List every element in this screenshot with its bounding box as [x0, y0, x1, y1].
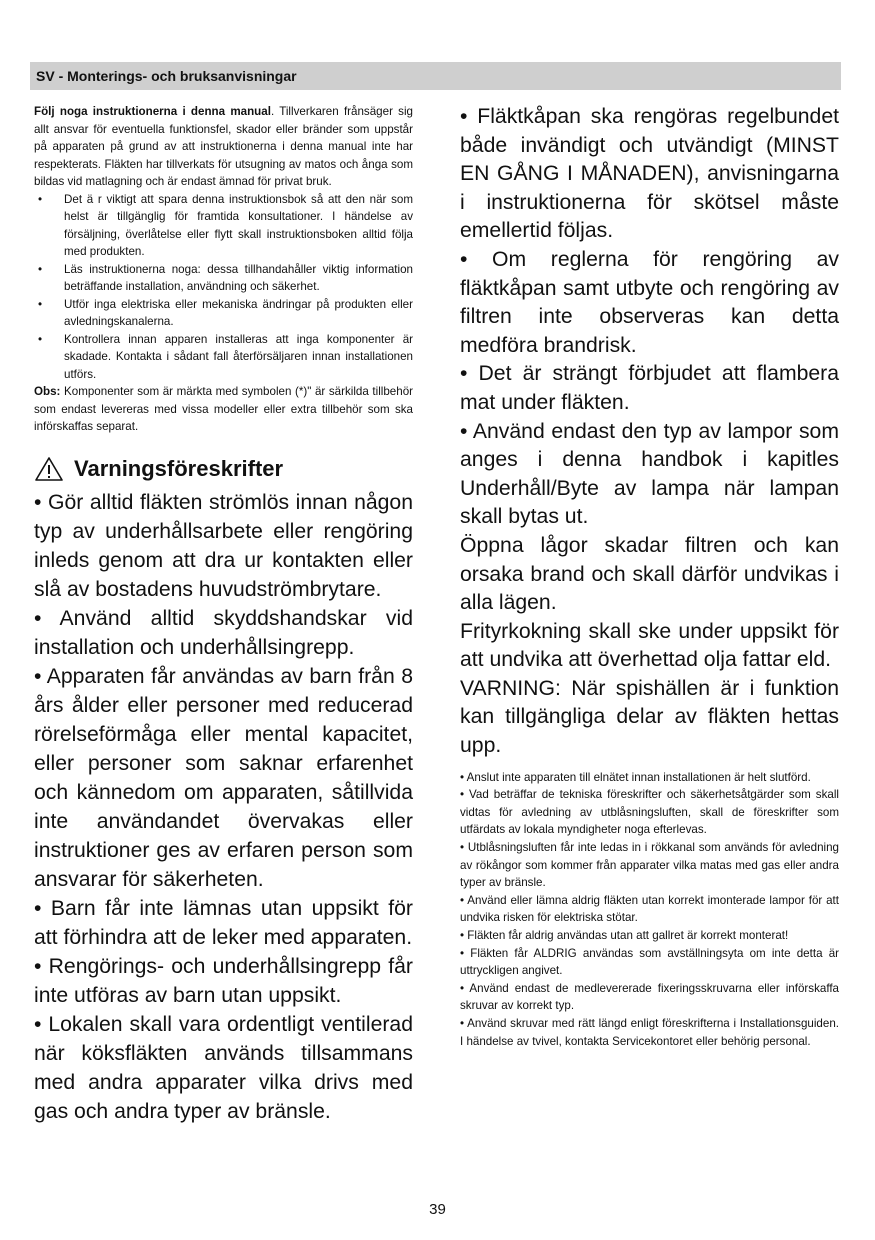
warnings-heading [34, 454, 413, 484]
safety-note: • Utblåsningsluften får inte ledas in i rökkanal som används för avledning av rökångor som kommer från apparater vilka matas med gas eller andra typer av bränsle. [460, 841, 839, 890]
intro-bold-lead: Följ noga instruktionerna i denna manual [34, 105, 271, 118]
obs-label: Obs: [34, 385, 61, 398]
intro-bullet: • Det ä r viktigt att spara denna instruktionsbok så att den när som helst är tillgänglig för framtida konsultationer. I händelse av försäljning, överlåtelse eller flytt skall instruktionsboken alltid följa med produkten. [34, 191, 413, 261]
intro-bullet: • Kontrollera innan apparen installeras att inga komponenter är skadade. Kontakta i sådant fall återförsäljaren innan installationen utförs. [34, 331, 413, 384]
warning-paragraph: • Fläktkåpan ska rengöras regelbundet både invändigt och utvändigt (MINST EN GÅNG I MÅNADEN), anvisningarna i instruktionerna för skötsel måste emellertid följas. [460, 105, 839, 243]
intro-bullet: • Läs instruktionerna noga: dessa tillhandahåller viktig information beträffande installation, användning och säkerhet. [34, 261, 413, 296]
warning-paragraph: • Använd endast den typ av lampor som anges i denna handbok i kapitles Underhåll/Byte av lampa när lampan skall bytas ut. [460, 419, 839, 529]
intro-paragraph [34, 103, 413, 191]
warning-paragraph: • Rengörings- och underhållsingrepp får inte utföras av barn utan uppsikt. [34, 954, 413, 1007]
safety-note: • Använd eller lämna aldrig fläkten utan korrekt imonterade lampor för att undvika risken för elektriska stötar. [460, 893, 839, 925]
intro-text: . Tillverkaren frånsäger sig allt ansvar för eventuella funktionsfel, skador eller bränder som uppstår på apparaten på grund av att instruktionerna i denna manual inte har respekterats. Fläkten har tillverkats för utsugning av matos och ånga som bildas vid matlagning och är endast ämnad för privat bruk. [34, 105, 414, 188]
safety-note: • Använd endast de medlevererade fixeringsskruvarna eller införskaffa skruvar av korrekt typ. [460, 981, 839, 1013]
warning-triangle-icon [34, 456, 64, 482]
intro-bullet-list [34, 191, 413, 384]
warnings-title: Varningsföreskrifter [74, 455, 284, 481]
obs-note [34, 383, 413, 436]
safety-note: • Använd skruvar med rätt längd enligt föreskrifterna i Installationsguiden. I händelse av tvivel, kontakta Servicekontoret eller behörig personal. [460, 1016, 839, 1048]
warning-paragraph: • Apparaten får användas av barn från 8 års ålder eller personer med reducerad rörelseförmåga eller mental kapacitet, eller personer som saknar erfarenhet och kännedom om apparaten, såtillvida inte användandet övervakas eller instruktioner ges av erfaren person som ansvarar för säkerheten. [34, 664, 413, 891]
section-header-title: SV - Monterings- och bruksanvisningar [36, 68, 297, 84]
warning-paragraph: • Det är strängt förbjudet att flambera mat under fläkten. [460, 362, 839, 414]
warning-paragraph: • Använd alltid skyddshandskar vid installation och underhållsingrepp. [34, 606, 413, 659]
warning-paragraph: • Lokalen skall vara ordentligt ventilerad när köksfläkten används tillsammans med andra apparater vilka drivs med gas och andra typer av bränsle. [34, 1012, 413, 1123]
right-column [460, 103, 839, 1050]
warning-paragraph: • Gör alltid fläkten strömlös innan någon typ av underhållsarbete eller rengöring inleds genom att dra ur kontakten eller slå av bostadens huvudströmbrytare. [34, 490, 413, 601]
safety-notes [460, 769, 839, 1051]
warning-paragraph: • Barn får inte lämnas utan uppsikt för att förhindra att de leker med apparaten. [34, 896, 413, 949]
intro-bullet: • Utför inga elektriska eller mekaniska ändringar på produkten eller avledningskanalerna. [34, 296, 413, 331]
warning-paragraph: VARNING: När spishällen är i funktion kan tillgängliga delar av fläkten hettas upp. [460, 676, 839, 758]
safety-note: • Vad beträffar de tekniska föreskrifter och säkerhetsåtgärder som skall vidtas för avledning av utblåsningsluften, skall de föreskrifter som utfärdats av lokala myndigheter noga efterlevas. [460, 788, 839, 837]
warning-paragraph: • Om reglerna för rengöring av fläktkåpan samt utbyte och rengöring av filtren inte observeras kan detta medföra brandrisk. [460, 247, 839, 357]
safety-note: • Anslut inte apparaten till elnätet innan installationen är helt slutförd. [460, 770, 811, 784]
warning-paragraph: Öppna lågor skadar filtren och kan orsaka brand och skall därför undvikas i alla lägen. [460, 533, 839, 615]
left-column [34, 103, 413, 1126]
page-number: 39 [429, 1201, 446, 1218]
safety-note: • Fläkten får aldrig användas utan att gallret är korrekt monterat! [460, 929, 789, 942]
safety-note: • Fläkten får ALDRIG användas som avställningsyta om inte detta är uttryckligen angivet. [460, 946, 839, 978]
section-header [30, 62, 841, 90]
obs-text: Komponenter som är märkta med symbolen (*)" är särkilda tillbehör som endast levereras med vissa modeller eller extra tillbehör som ska införskaffas separat. [34, 385, 413, 433]
warning-paragraph: Frityrkokning skall ske under uppsikt för att undvika att överhettad olja fattar eld. [460, 619, 839, 672]
